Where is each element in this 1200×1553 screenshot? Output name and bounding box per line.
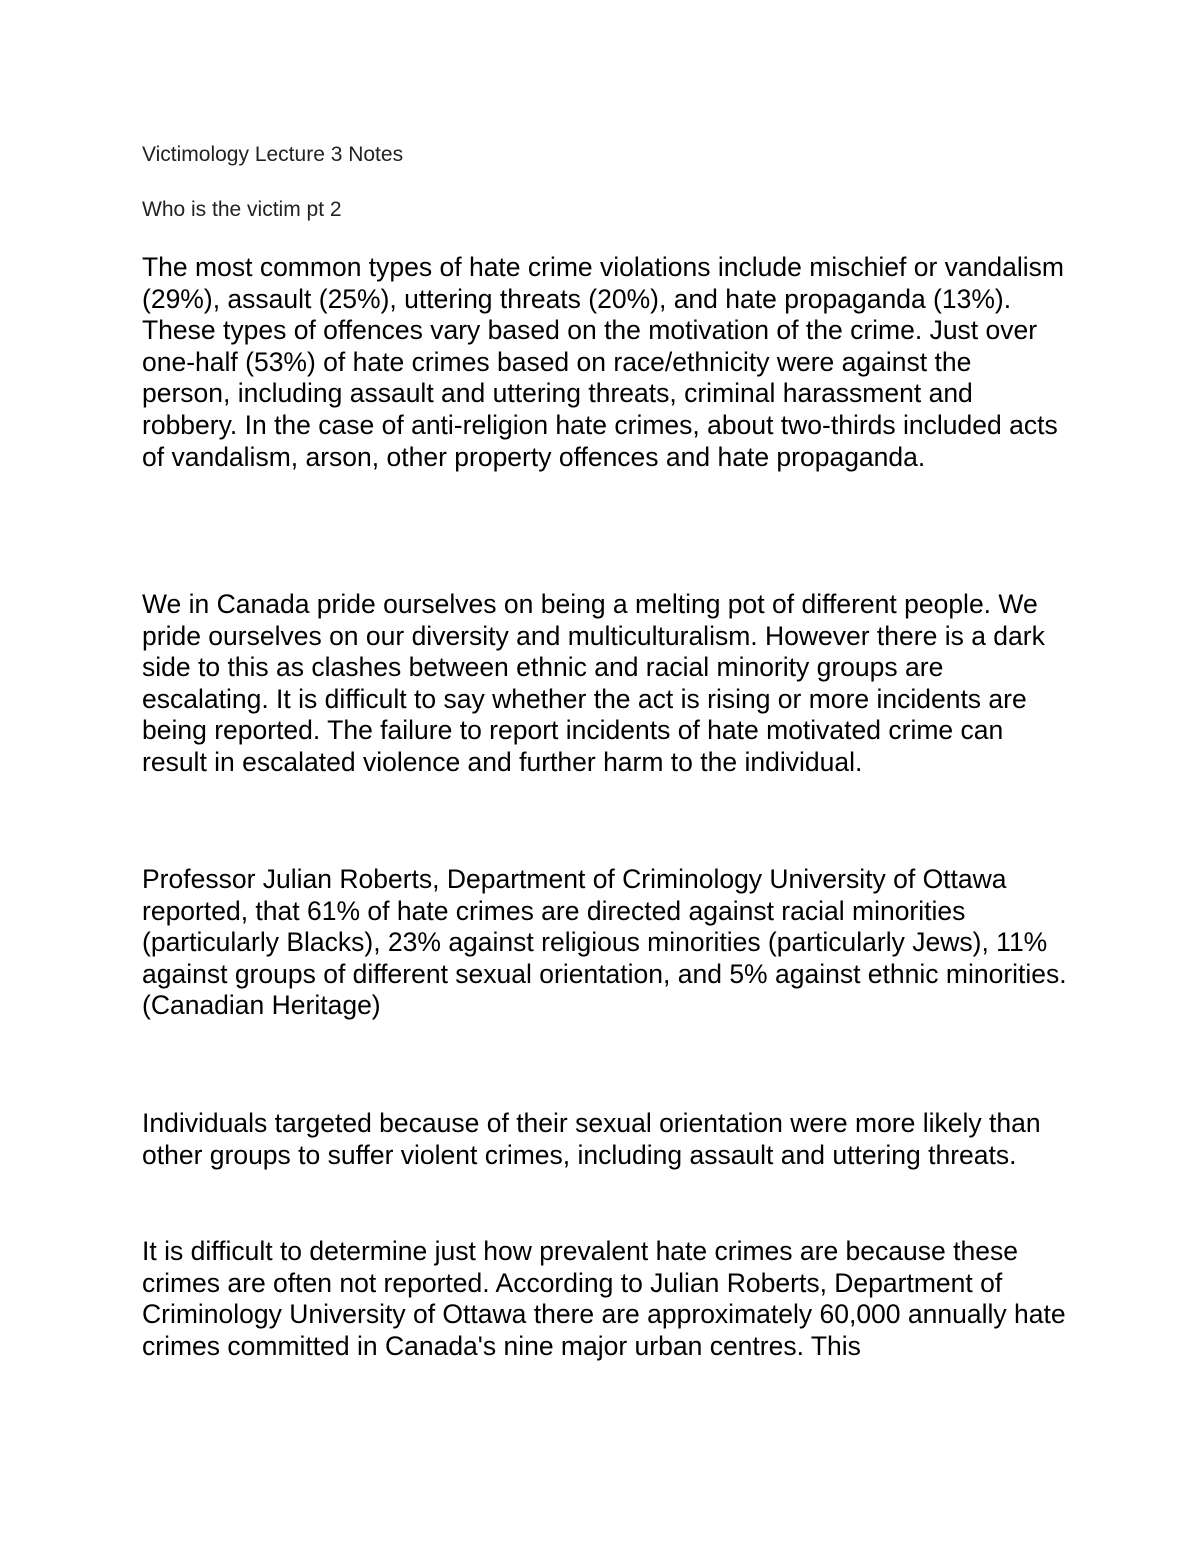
document-subtitle: Who is the victim pt 2 (142, 198, 342, 221)
paragraph-sexual-orientation: Individuals targeted because of their sexual orientation were more likely than other groups to suffer violent crimes, including assault and uttering threats. (142, 1108, 1041, 1170)
paragraph-julian-roberts-statistics: Professor Julian Roberts, Department of Criminology University of Ottawa reported, that 61% of hate crimes are directed against racial minorities (particularly Blacks), 23% against religious minorities (particularly Jews), 11% against groups of different sexual orientation, and 5% against ethnic minorities. (Canadian Heritage) (142, 864, 1067, 1021)
document-title: Victimology Lecture 3 Notes (142, 143, 404, 166)
paragraph-prevalence: It is difficult to determine just how prevalent hate crimes are because these crimes are often not reported. According to Julian Roberts, Department of Criminology University of Ottawa there are approximately 60,000 annually hate crimes committed in Canada's nine major urban centres. This (142, 1236, 1066, 1361)
paragraph-hate-crime-types: The most common types of hate crime violations include mischief or vandalism (29%), assault (25%), uttering threats (20%), and hate propaganda (13%). These types of offences vary based on the motivation of the crime. Just over one-half (53%) of hate crimes based on race/ethnicity were against the person, including assault and uttering threats, criminal harassment and robbery. In the case of anti-religion hate crimes, about two-thirds included acts of vandalism, arson, other property offences and hate propaganda. (142, 252, 1064, 472)
paragraph-canada-diversity: We in Canada pride ourselves on being a melting pot of different people. We pride ourselves on our diversity and multiculturalism. However there is a dark side to this as clashes between ethnic and racial minority groups are escalating. It is difficult to say whether the act is rising or more incidents are being reported. The failure to report incidents of hate motivated crime can result in escalated violence and further harm to the individual. (142, 589, 1045, 777)
